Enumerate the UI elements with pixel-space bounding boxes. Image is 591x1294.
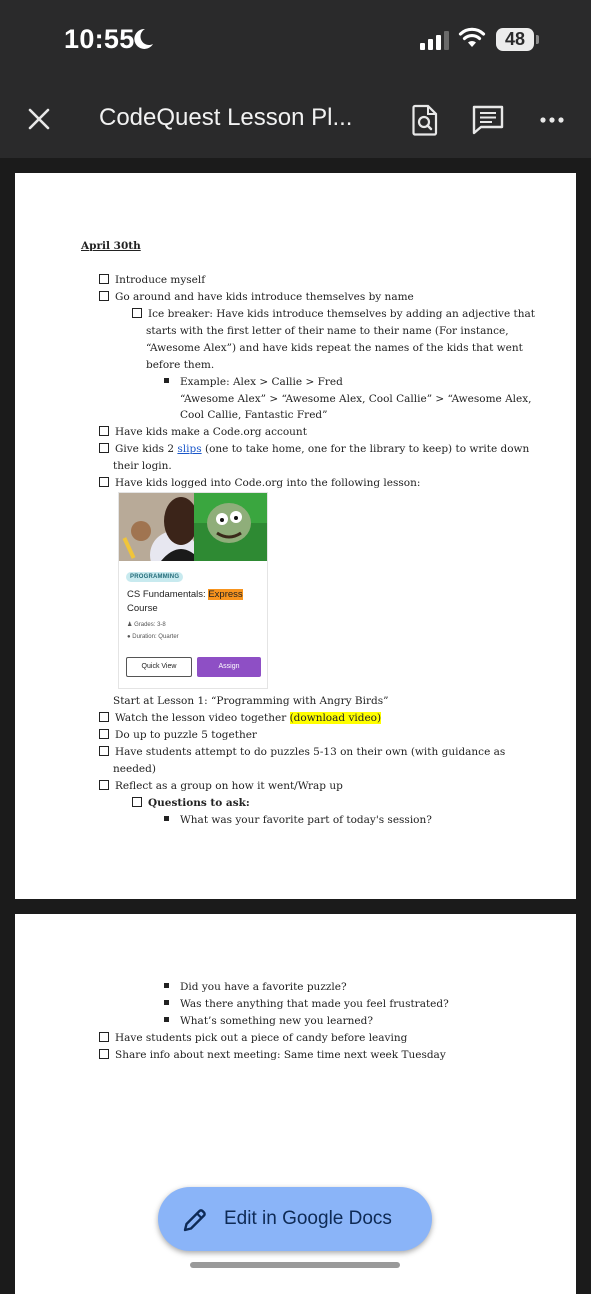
bullet-text: What was your favorite part of today's session? [180, 814, 432, 826]
checkbox-icon[interactable] [99, 746, 109, 756]
checkbox-icon[interactable] [99, 426, 109, 436]
bullet-item [164, 1015, 373, 1027]
bullet-icon [164, 983, 169, 988]
document-title: CodeQuest Lesson Pl... [99, 104, 353, 131]
checklist-item[interactable] [99, 729, 257, 741]
checkbox-icon[interactable] [99, 780, 109, 790]
course-grades-text: Grades: 3-8 [134, 622, 166, 628]
checkbox-icon[interactable] [99, 477, 109, 487]
bullet-text: What’s something new you learned? [180, 1015, 373, 1027]
person-icon: ♟ [127, 622, 133, 628]
bullet-icon [164, 378, 169, 383]
checklist-text: Have students attempt to do puzzles 5-13 on their own (with guidance as [115, 746, 506, 758]
bullet-text: Did you have a favorite puzzle? [180, 981, 347, 993]
moon-icon [134, 28, 154, 50]
text-line: “Awesome Alex” > “Awesome Alex, Cool Callie” > “Awesome Alex, [180, 393, 532, 405]
clock-icon: ● [127, 634, 131, 640]
checkbox-icon[interactable] [132, 797, 142, 807]
text-line: “Awesome Alex”) and have kids repeat the names of the kids that went [146, 342, 523, 354]
bullet-item [164, 998, 449, 1010]
checklist-item[interactable] [99, 746, 505, 758]
checklist-text: Questions to ask: [148, 797, 250, 809]
text-line: their login. [113, 460, 172, 472]
fab-label: Edit in Google Docs [224, 1208, 392, 1229]
checkbox-icon[interactable] [99, 443, 109, 453]
text-line: before them. [146, 359, 215, 371]
course-duration [127, 634, 179, 640]
checklist-item[interactable] [132, 797, 250, 809]
download-video-highlight: (download video) [289, 712, 382, 724]
doc-heading: April 30th [81, 240, 141, 252]
checklist-item[interactable] [99, 1049, 446, 1061]
bullet-text: Was there anything that made you feel frustrated? [180, 998, 449, 1010]
course-title-suffix: Course [127, 603, 158, 614]
bullet-item [164, 814, 432, 826]
course-thumbnail-image [119, 493, 267, 561]
text-line: Start at Lesson 1: “Programming with Angry Birds” [113, 695, 389, 707]
checkbox-icon[interactable] [99, 729, 109, 739]
slips-link[interactable]: slips [177, 443, 202, 455]
bullet-icon [164, 1000, 169, 1005]
document-search-icon[interactable] [411, 104, 439, 136]
text-line: needed) [113, 763, 156, 775]
bullet-item [164, 376, 343, 388]
checkbox-icon[interactable] [99, 1049, 109, 1059]
checkbox-icon[interactable] [99, 712, 109, 722]
course-title[interactable] [127, 588, 262, 616]
checkbox-icon[interactable] [99, 1032, 109, 1042]
checklist-text: Have kids logged into Code.org into the following lesson: [115, 477, 421, 489]
checklist-item[interactable] [99, 274, 205, 286]
checklist-text: Give kids 2 [115, 443, 178, 455]
quick-view-button[interactable]: Quick View [126, 657, 192, 677]
assign-button[interactable]: Assign [197, 657, 261, 677]
checklist-item[interactable] [99, 780, 343, 792]
checklist-item[interactable] [99, 291, 414, 303]
checkbox-icon[interactable] [132, 308, 142, 318]
checklist-item[interactable] [132, 308, 535, 320]
course-grades [127, 621, 166, 628]
checklist-text: Reflect as a group on how it went/Wrap up [115, 780, 343, 792]
text-line: starts with the first letter of their name to their name (For instance, [146, 325, 509, 337]
home-indicator[interactable] [190, 1262, 400, 1268]
wifi-icon [458, 27, 486, 49]
cellular-signal-icon [420, 30, 450, 50]
status-time: 10:55 [64, 24, 135, 54]
battery-indicator: 48 [496, 28, 534, 51]
checklist-text: Do up to puzzle 5 together [115, 729, 257, 741]
checklist-text: Share info about next meeting: Same time next week Tuesday [115, 1049, 446, 1061]
checklist-text: (one to take home, one for the library to keep) to write down [201, 443, 530, 455]
checklist-item[interactable] [99, 443, 529, 455]
bullet-item [164, 981, 347, 993]
status-bar [0, 0, 591, 80]
comment-icon[interactable] [472, 105, 504, 135]
more-horizontal-icon[interactable] [540, 117, 564, 123]
pencil-icon [182, 1207, 208, 1233]
bullet-icon [164, 1017, 169, 1022]
checklist-item[interactable] [99, 712, 381, 724]
edit-in-google-docs-button[interactable] [158, 1187, 432, 1251]
checklist-text: Watch the lesson video together [115, 712, 290, 724]
checklist-text: Have kids make a Code.org account [115, 426, 307, 438]
checklist-text: Have students pick out a piece of candy before leaving [115, 1032, 408, 1044]
checklist-item[interactable] [99, 1032, 407, 1044]
course-title-prefix: CS Fundamentals: [127, 589, 209, 600]
course-duration-text: Duration: Quarter [132, 634, 179, 640]
bullet-icon [164, 816, 169, 821]
checkbox-icon[interactable] [99, 291, 109, 301]
document-page-1[interactable] [15, 173, 576, 899]
checklist-item[interactable] [99, 426, 307, 438]
checklist-text: Introduce myself [115, 274, 206, 286]
app-bar [0, 80, 591, 158]
course-tag: PROGRAMMING [126, 572, 183, 582]
text-line: Cool Callie, Fantastic Fred” [180, 409, 328, 421]
checklist-text: Go around and have kids introduce themselves by name [115, 291, 414, 303]
checklist-item[interactable] [99, 477, 420, 489]
course-card[interactable] [118, 492, 268, 689]
checkbox-icon[interactable] [99, 274, 109, 284]
close-icon[interactable] [24, 104, 54, 134]
battery-nub [536, 35, 539, 44]
course-title-highlight: Express [208, 589, 243, 600]
bullet-text: Example: Alex > Callie > Fred [180, 376, 343, 388]
checklist-text: Ice breaker: Have kids introduce themselves by adding an adjective that [148, 308, 536, 320]
